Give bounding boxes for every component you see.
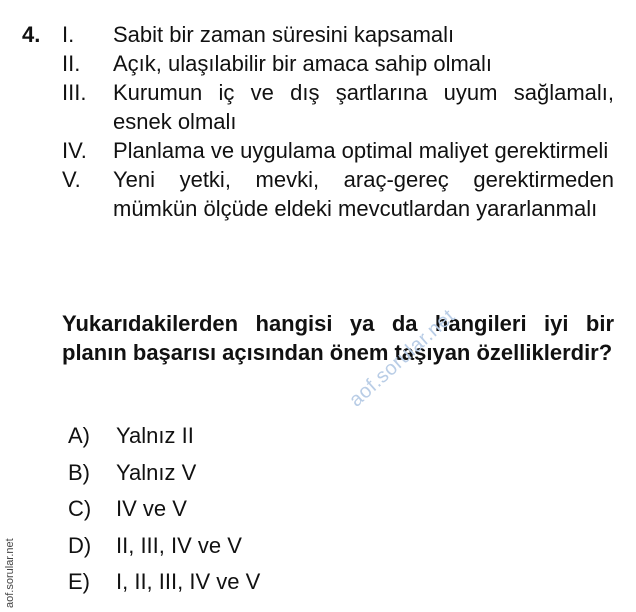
statement-text: Planlama ve uygulama optimal maliyet gerektirmeli — [113, 138, 609, 163]
statement-numeral: I. — [62, 22, 75, 47]
option-text: IV ve V — [116, 496, 187, 521]
answer-options — [68, 418, 260, 601]
option-text: Yalnız II — [116, 423, 194, 448]
question-number: 4. — [22, 22, 41, 47]
statement-text: Kurumun iç ve dış şartlarına uyum sağlamalı, esnek olmalı — [113, 80, 614, 134]
option-letter: B) — [68, 459, 90, 485]
statement-numeral: II. — [62, 51, 81, 76]
option-letter: C) — [68, 496, 92, 521]
answer-option-d[interactable] — [68, 528, 260, 565]
statement-numeral: IV. — [62, 138, 87, 163]
option-letter: E) — [68, 569, 90, 594]
statement-text: Sabit bir zaman süresini kapsamalı — [113, 22, 455, 47]
statement-item — [62, 78, 614, 136]
answer-option-a[interactable] — [68, 418, 260, 455]
option-text: II, III, IV ve V — [116, 532, 242, 558]
statement-list — [62, 20, 614, 223]
side-watermark: aof.sorular.net — [4, 538, 16, 608]
diagonal-watermark: aof.sorular.net — [345, 305, 460, 412]
statement-text: Yeni yetki, mevki, araç-gereç gerektirmeden mümkün ölçüde eldeki mevcutlardan yararlanmalı — [113, 167, 614, 221]
statement-item — [62, 20, 614, 49]
statement-numeral: III. — [62, 80, 87, 105]
option-text: I, II, III, IV ve V — [116, 569, 261, 594]
option-letter: D) — [68, 532, 92, 558]
option-letter: A) — [68, 423, 90, 448]
answer-option-c[interactable] — [68, 491, 260, 528]
statement-numeral: V. — [62, 167, 81, 192]
statement-item — [62, 136, 614, 165]
question-prompt: Yukarıdakilerden hangisi ya da hangileri iyi bir planın başarısı açısından önem taşıyan özelliklerdir? — [62, 311, 614, 365]
answer-option-e[interactable] — [68, 564, 260, 601]
statement-text: Açık, ulaşılabilir bir amaca sahip olmalı — [113, 51, 493, 76]
statement-item — [62, 49, 614, 78]
answer-option-b[interactable] — [68, 455, 260, 492]
option-text: Yalnız V — [116, 459, 197, 485]
statement-item — [62, 165, 614, 223]
